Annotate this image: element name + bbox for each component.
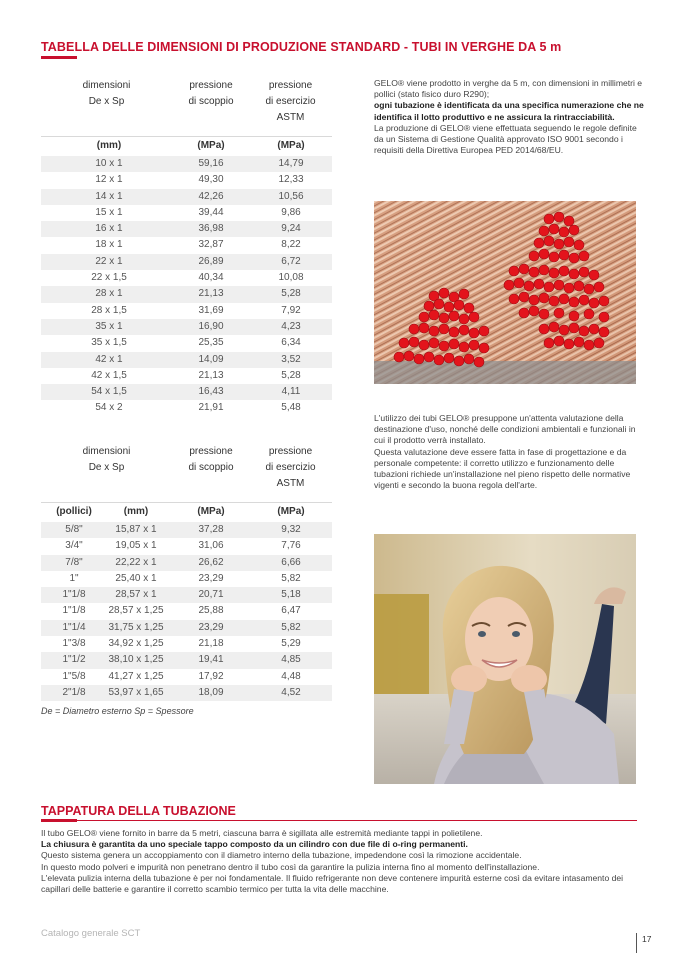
table-body xyxy=(41,156,332,417)
table-row xyxy=(41,286,332,302)
table-cell: 54 x 2 xyxy=(95,402,123,414)
table-cell: 5,82 xyxy=(281,572,301,584)
table-cell: 25,35 xyxy=(198,337,224,349)
table-row xyxy=(41,368,332,384)
table-row xyxy=(41,335,332,351)
table-cell: 17,92 xyxy=(198,670,224,682)
table-cell: 35 x 1,5 xyxy=(91,337,127,349)
table-cell: 38,10 x 1,25 xyxy=(108,654,164,666)
table-cell: 14 x 1 xyxy=(95,190,123,202)
title-underline xyxy=(41,56,77,59)
table-cell: 10 x 1 xyxy=(95,158,123,169)
table-cell: 6,47 xyxy=(281,605,301,617)
table-cell: 36,98 xyxy=(198,223,224,235)
table-cell: 4,85 xyxy=(281,654,301,666)
table-header xyxy=(41,444,332,502)
footer-divider xyxy=(636,933,637,953)
table-row xyxy=(41,587,332,603)
woman-illustration xyxy=(374,534,636,784)
table-cell: 6,66 xyxy=(281,556,301,568)
section-rule-accent xyxy=(41,819,77,822)
table-cell: 19,05 x 1 xyxy=(115,540,157,552)
table-cell: 1"5/8 xyxy=(62,670,86,682)
table-row xyxy=(41,205,332,221)
table-cell: 28 x 1,5 xyxy=(91,304,127,316)
table-cell: 5,82 xyxy=(281,621,301,633)
table-cell: 1"3/8 xyxy=(62,638,86,650)
table-header xyxy=(41,78,332,136)
table-cell: 1"1/8 xyxy=(62,605,86,617)
table-cell: 20,71 xyxy=(198,589,224,601)
table-cell: 7/8" xyxy=(65,556,83,568)
table-row xyxy=(41,319,332,335)
table-row xyxy=(41,384,332,400)
table-cell: 23,29 xyxy=(198,572,224,584)
table-row xyxy=(41,636,332,652)
intro-paragraph-2: La produzione di GELO® viene effettuata seguendo le regole definite da un Sistema di Gestione Qualità approvato ISO 9001 secondo i requisiti della Direttiva Europea PED 2014/68/EU. xyxy=(374,122,637,156)
header-pressione-esercizio: pressione di esercizio ASTM xyxy=(265,80,316,123)
table-cell: 41,27 x 1,25 xyxy=(108,670,164,682)
table-cell: 3,52 xyxy=(281,353,301,365)
table-cell: 37,28 xyxy=(198,524,224,535)
table-cell: 6,34 xyxy=(281,337,301,349)
table-cell: 4,23 xyxy=(281,320,301,332)
table-cell: 5/8" xyxy=(65,524,83,535)
table-mm-dimensions xyxy=(41,78,332,417)
table-row xyxy=(41,522,332,538)
capping-bold-statement: La chiusura è garantita da uno speciale tappo composto da un cilindro con due file di o-ring permanenti. xyxy=(41,839,468,850)
header-pressione-scoppio: pressione di scoppio xyxy=(188,446,234,473)
table-cell: 1" xyxy=(69,572,79,584)
table-cell: 42,26 xyxy=(198,190,224,202)
table-cell: 1"1/2 xyxy=(62,654,86,666)
table-cell: 2"1/8 xyxy=(62,686,86,698)
units-row xyxy=(41,502,332,522)
table-row xyxy=(41,303,332,319)
table-cell: 26,89 xyxy=(198,255,224,267)
header-dimensioni: dimensioni De x Sp xyxy=(82,446,131,473)
page-number: 17 xyxy=(642,934,652,944)
unit-mpa: (MPa) xyxy=(197,506,225,517)
unit-mpa: (MPa) xyxy=(277,506,305,517)
table-row xyxy=(41,571,332,587)
table-cell: 21,13 xyxy=(198,369,224,381)
copper-pipes-photo xyxy=(374,201,636,384)
table-cell: 25,40 x 1 xyxy=(115,572,157,584)
table-cell: 7,92 xyxy=(281,304,301,316)
capping-section-title: TAPPATURA DELLA TUBAZIONE xyxy=(41,804,236,818)
table-row xyxy=(41,620,332,636)
table-row xyxy=(41,189,332,205)
table-cell: 18,09 xyxy=(198,686,224,698)
intro-paragraph: GELO® viene prodotto in verghe da 5 m, con dimensioni in millimetri e pollici (stato fisico duro R290); xyxy=(374,78,643,100)
table-cell: 10,08 xyxy=(278,272,304,284)
table-cell: 6,72 xyxy=(281,255,301,267)
header-pressione-esercizio: pressione di esercizio ASTM xyxy=(265,446,316,489)
usage-paragraph: L'utilizzo dei tubi GELO® presuppone un'attenta valutazione della destinazione d'uso, nonché delle condizioni ambientali e funzionali in cui il prodotto verrà installato. xyxy=(374,413,636,446)
table-cell: 21,91 xyxy=(198,402,224,414)
table-cell: 42 x 1,5 xyxy=(91,369,127,381)
table-cell: 26,62 xyxy=(198,556,224,568)
table-cell: 5,18 xyxy=(281,589,301,601)
unit-mpa: (MPa) xyxy=(197,140,225,151)
intro-text xyxy=(374,78,644,156)
table-cell: 1"1/8 xyxy=(62,589,86,601)
unit-pollici: (pollici) xyxy=(56,506,92,517)
table-row xyxy=(41,652,332,668)
table-row xyxy=(41,685,332,701)
table-row xyxy=(41,555,332,571)
table-cell: 12 x 1 xyxy=(95,174,123,186)
table-cell: 4,48 xyxy=(281,670,301,682)
table-cell: 22,22 x 1 xyxy=(115,556,157,568)
table-cell: 14,79 xyxy=(278,158,304,169)
table-inch-dimensions xyxy=(41,444,332,701)
table-cell: 15 x 1 xyxy=(95,206,123,218)
table-cell: 16,43 xyxy=(198,386,224,398)
table-cell: 9,24 xyxy=(281,223,301,235)
unit-mm: (mm) xyxy=(123,506,149,517)
table-cell: 28,57 x 1,25 xyxy=(108,605,164,617)
table-cell: 9,32 xyxy=(281,524,301,535)
intro-bold-statement: ogni tubazione è identificata da una specifica numerazione che ne identifica il lotto produttivo e ne assicura la rintracciabilità. xyxy=(374,100,644,122)
table-row xyxy=(41,400,332,416)
table-cell: 25,88 xyxy=(198,605,224,617)
table-cell: 12,33 xyxy=(278,174,304,186)
table-cell: 3/4" xyxy=(65,540,83,552)
table-cell: 28 x 1 xyxy=(95,288,123,300)
woman-photo xyxy=(374,534,636,784)
table-cell: 9,86 xyxy=(281,206,301,218)
unit-mm: (mm) xyxy=(96,140,122,151)
table-cell: 23,29 xyxy=(198,621,224,633)
table-cell: 4,11 xyxy=(281,386,301,398)
table-cell: 15,87 x 1 xyxy=(115,524,157,535)
table-cell: 19,41 xyxy=(198,654,224,666)
table-cell: 14,09 xyxy=(198,353,224,365)
table-cell: 31,75 x 1,25 xyxy=(108,621,164,633)
table-cell: 16,90 xyxy=(198,320,224,332)
table-row xyxy=(41,603,332,619)
table-cell: 34,92 x 1,25 xyxy=(108,638,164,650)
header-dimensioni: dimensioni De x Sp xyxy=(82,80,131,107)
capping-text: Il tubo GELO® viene fornito in barre da 5 metri, ciascuna barra è sigillata alle estremità mediante tappi in polietilene. La chiusura è garantita da uno speciale tappo composto da un cilindro con due file di o-ring permanenti. Questo sistema genera un accoppiamento con il diametro interno della tubazione, impedendone così la rimozione accidentale. In questo modo polveri e impurità non penetrano dentro il tubo così da garantire la pulizia interna fino al momento dell'installazione. L'elevata pulizia interna della tubazione è per noi fondamentale. Il fluido refrigerante non deve contenere impurità esterne così da evitare intasamento dei capillari delle batterie e garantire il corretto scambio termico per tutta la vita delle macchine. xyxy=(41,828,624,895)
table-cell: 5,29 xyxy=(281,638,301,650)
table-cell: 10,56 xyxy=(278,190,304,202)
table-body xyxy=(41,522,332,701)
table-cell: 32,87 xyxy=(198,239,224,251)
table-row xyxy=(41,156,332,172)
section-rule xyxy=(41,820,637,821)
table-row xyxy=(41,538,332,554)
table-cell: 8,22 xyxy=(281,239,301,251)
table-cell: 5,28 xyxy=(281,369,301,381)
table-cell: 35 x 1 xyxy=(95,320,123,332)
table-cell: 53,97 x 1,65 xyxy=(108,686,164,698)
table-cell: 42 x 1 xyxy=(95,353,123,365)
table-cell: 28,57 x 1 xyxy=(115,589,157,601)
copper-pipes-illustration xyxy=(374,201,636,384)
table-cell: 22 x 1 xyxy=(95,255,123,267)
table-footnote: De = Diametro esterno Sp = Spessore xyxy=(41,706,194,716)
table-cell: 7,76 xyxy=(281,540,301,552)
table-cell: 59,16 xyxy=(198,158,224,169)
table-row xyxy=(41,270,332,286)
footer-catalog-name: Catalogo generale SCT xyxy=(41,928,141,939)
table-cell: 49,30 xyxy=(198,174,224,186)
table-cell: 18 x 1 xyxy=(95,239,123,251)
table-cell: 5,48 xyxy=(281,402,301,414)
table-row xyxy=(41,237,332,253)
table-cell: 39,44 xyxy=(198,206,224,218)
header-pressione-scoppio: pressione di scoppio xyxy=(188,80,234,107)
table-cell: 54 x 1,5 xyxy=(91,386,127,398)
table-cell: 1"1/4 xyxy=(62,621,86,633)
table-row xyxy=(41,221,332,237)
unit-mpa: (MPa) xyxy=(277,140,305,151)
table-cell: 5,28 xyxy=(281,288,301,300)
table-row xyxy=(41,172,332,188)
usage-text xyxy=(374,413,644,491)
table-row xyxy=(41,352,332,368)
table-cell: 4,52 xyxy=(281,686,301,698)
table-cell: 16 x 1 xyxy=(95,223,123,235)
table-cell: 21,18 xyxy=(198,638,224,650)
units-row xyxy=(41,136,332,156)
table-row xyxy=(41,669,332,685)
table-cell: 22 x 1,5 xyxy=(91,272,127,284)
table-row xyxy=(41,254,332,270)
table-cell: 40,34 xyxy=(198,272,224,284)
table-cell: 31,06 xyxy=(198,540,224,552)
table-cell: 31,69 xyxy=(198,304,224,316)
table-cell: 21,13 xyxy=(198,288,224,300)
usage-paragraph-2: Questa valutazione deve essere fatta in fase di progettazione e da personale competente: il corretto utilizzo e funzionamento delle tubazioni richiede un'installazione nel pieno rispetto delle normative vigenti e secondo la buona regola dell'arte. xyxy=(374,446,631,491)
page-title: TABELLA DELLE DIMENSIONI DI PRODUZIONE STANDARD - TUBI IN VERGHE DA 5 m xyxy=(41,40,562,54)
